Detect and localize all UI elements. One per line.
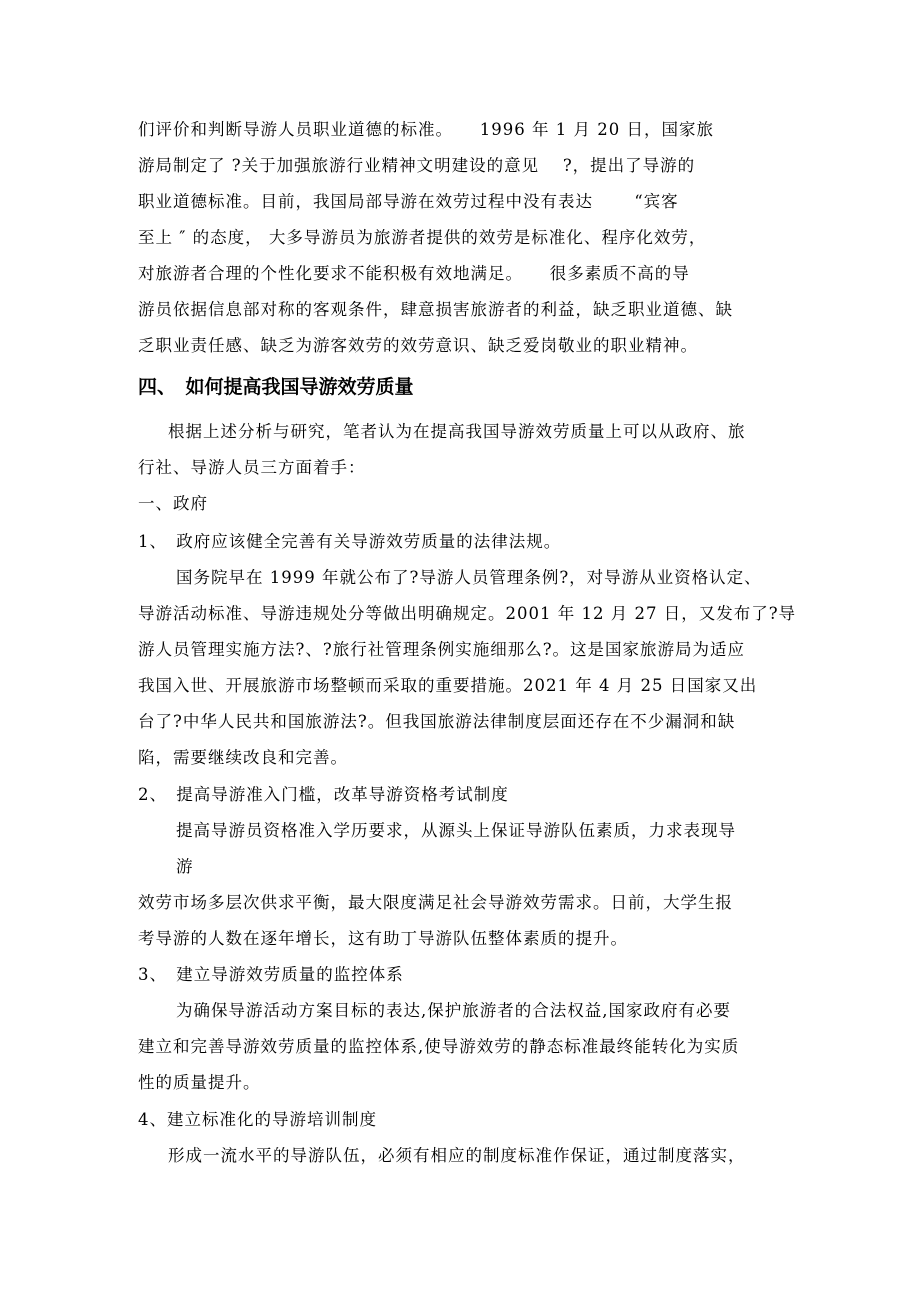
text-line: 陷，需要继续改良和完善。 [138,748,348,767]
text-line: 效劳市场多层次供求平衡，最大限度满足社会导游效劳需求。日前，大学生报 [138,893,733,912]
item-title: 2、 提高导游准入门槛，改革导游资格考试制度 [138,785,509,804]
text-line: 游员依据信息部对称的客观条件，肆意损害旅游者的利益，缺乏职业道德、缺 [138,300,733,319]
text-line: 导游活动标准、导游违规处分等做出明确规定。2001 年 12 月 27 日，又发布了?导 [138,604,797,623]
text-line: 们评价和判断导游人员职业道德的标准。 1996 年 1 月 20 日，国家旅 [138,120,714,139]
text-line: 游局制定了 ?关于加强旅游行业精神文明建设的意见 ?，提出了导游的 [138,156,696,175]
text-line: 考导游的人数在逐年增长，这有助丁导游队伍整体素质的提升。 [138,929,628,948]
text-line: 我国入世、开展旅游市场整顿而采取的重要措施。2021 年 4 月 25 日国家又出 [138,676,758,695]
text-line: 乏职业责任感、缺乏为游客效劳的效劳意识、缺乏爱岗敬业的职业精神。 [138,336,698,355]
text-line: 根据上述分析与研究，笔者认为在提高我国导游效劳质量上可以从政府、旅 [168,422,746,441]
section-heading: 四、 如何提高我国导游效劳质量 [138,376,414,398]
item-title: 3、 建立导游效劳质量的监控体系 [138,965,404,984]
item-title: 4、建立标准化的导游培训制度 [138,1110,377,1129]
text-line: 对旅游者合理的个性化要求不能积极有效地满足。 很多素质不高的导 [138,264,690,283]
item-title: 1、 政府应该健全完善有关导游效劳质量的法律法规。 [138,532,562,551]
text-line: 职业道德标准。目前，我国局部导游在效劳过程中没有表达 “宾客 [138,192,679,211]
text-line: 游 [176,857,194,876]
text-line: 性的质量提升。 [138,1073,261,1092]
text-line: 为确保导游活动方案目标的表达,保护旅游者的合法权益,国家政府有必要 [176,1001,731,1020]
text-line: 提高导游员资格准入学历要求，从源头上保证导游队伍素质，力求表现导 [176,821,736,840]
text-line: 台了?中华人民共和国旅游法?。但我国旅游法律制度层面还存在不少漏洞和缺 [138,712,736,731]
text-line: 游人员管理实施方法?、?旅行社管理条例实施细那么?。这是国家旅游局为适应 [138,640,746,659]
text-line: 国务院早在 1999 年就公布了?导游人员管理条例?，对导游从业资格认定、 [176,568,762,587]
text-line: 形成一流水平的导游队伍，必须有相应的制度标准作保证，通过制度落实， [168,1146,746,1165]
text-line: 至上 ″ 的态度， 大多导游员为旅游者提供的效劳是标准化、程序化效劳， [138,228,707,247]
subsection-heading: 一、政府 [138,494,208,513]
text-line: 建立和完善导游效劳质量的监控体系,使导游效劳的静态标准最终能转化为实质 [138,1037,740,1056]
text-line: 行社、导游人员三方面着手： [138,458,366,477]
